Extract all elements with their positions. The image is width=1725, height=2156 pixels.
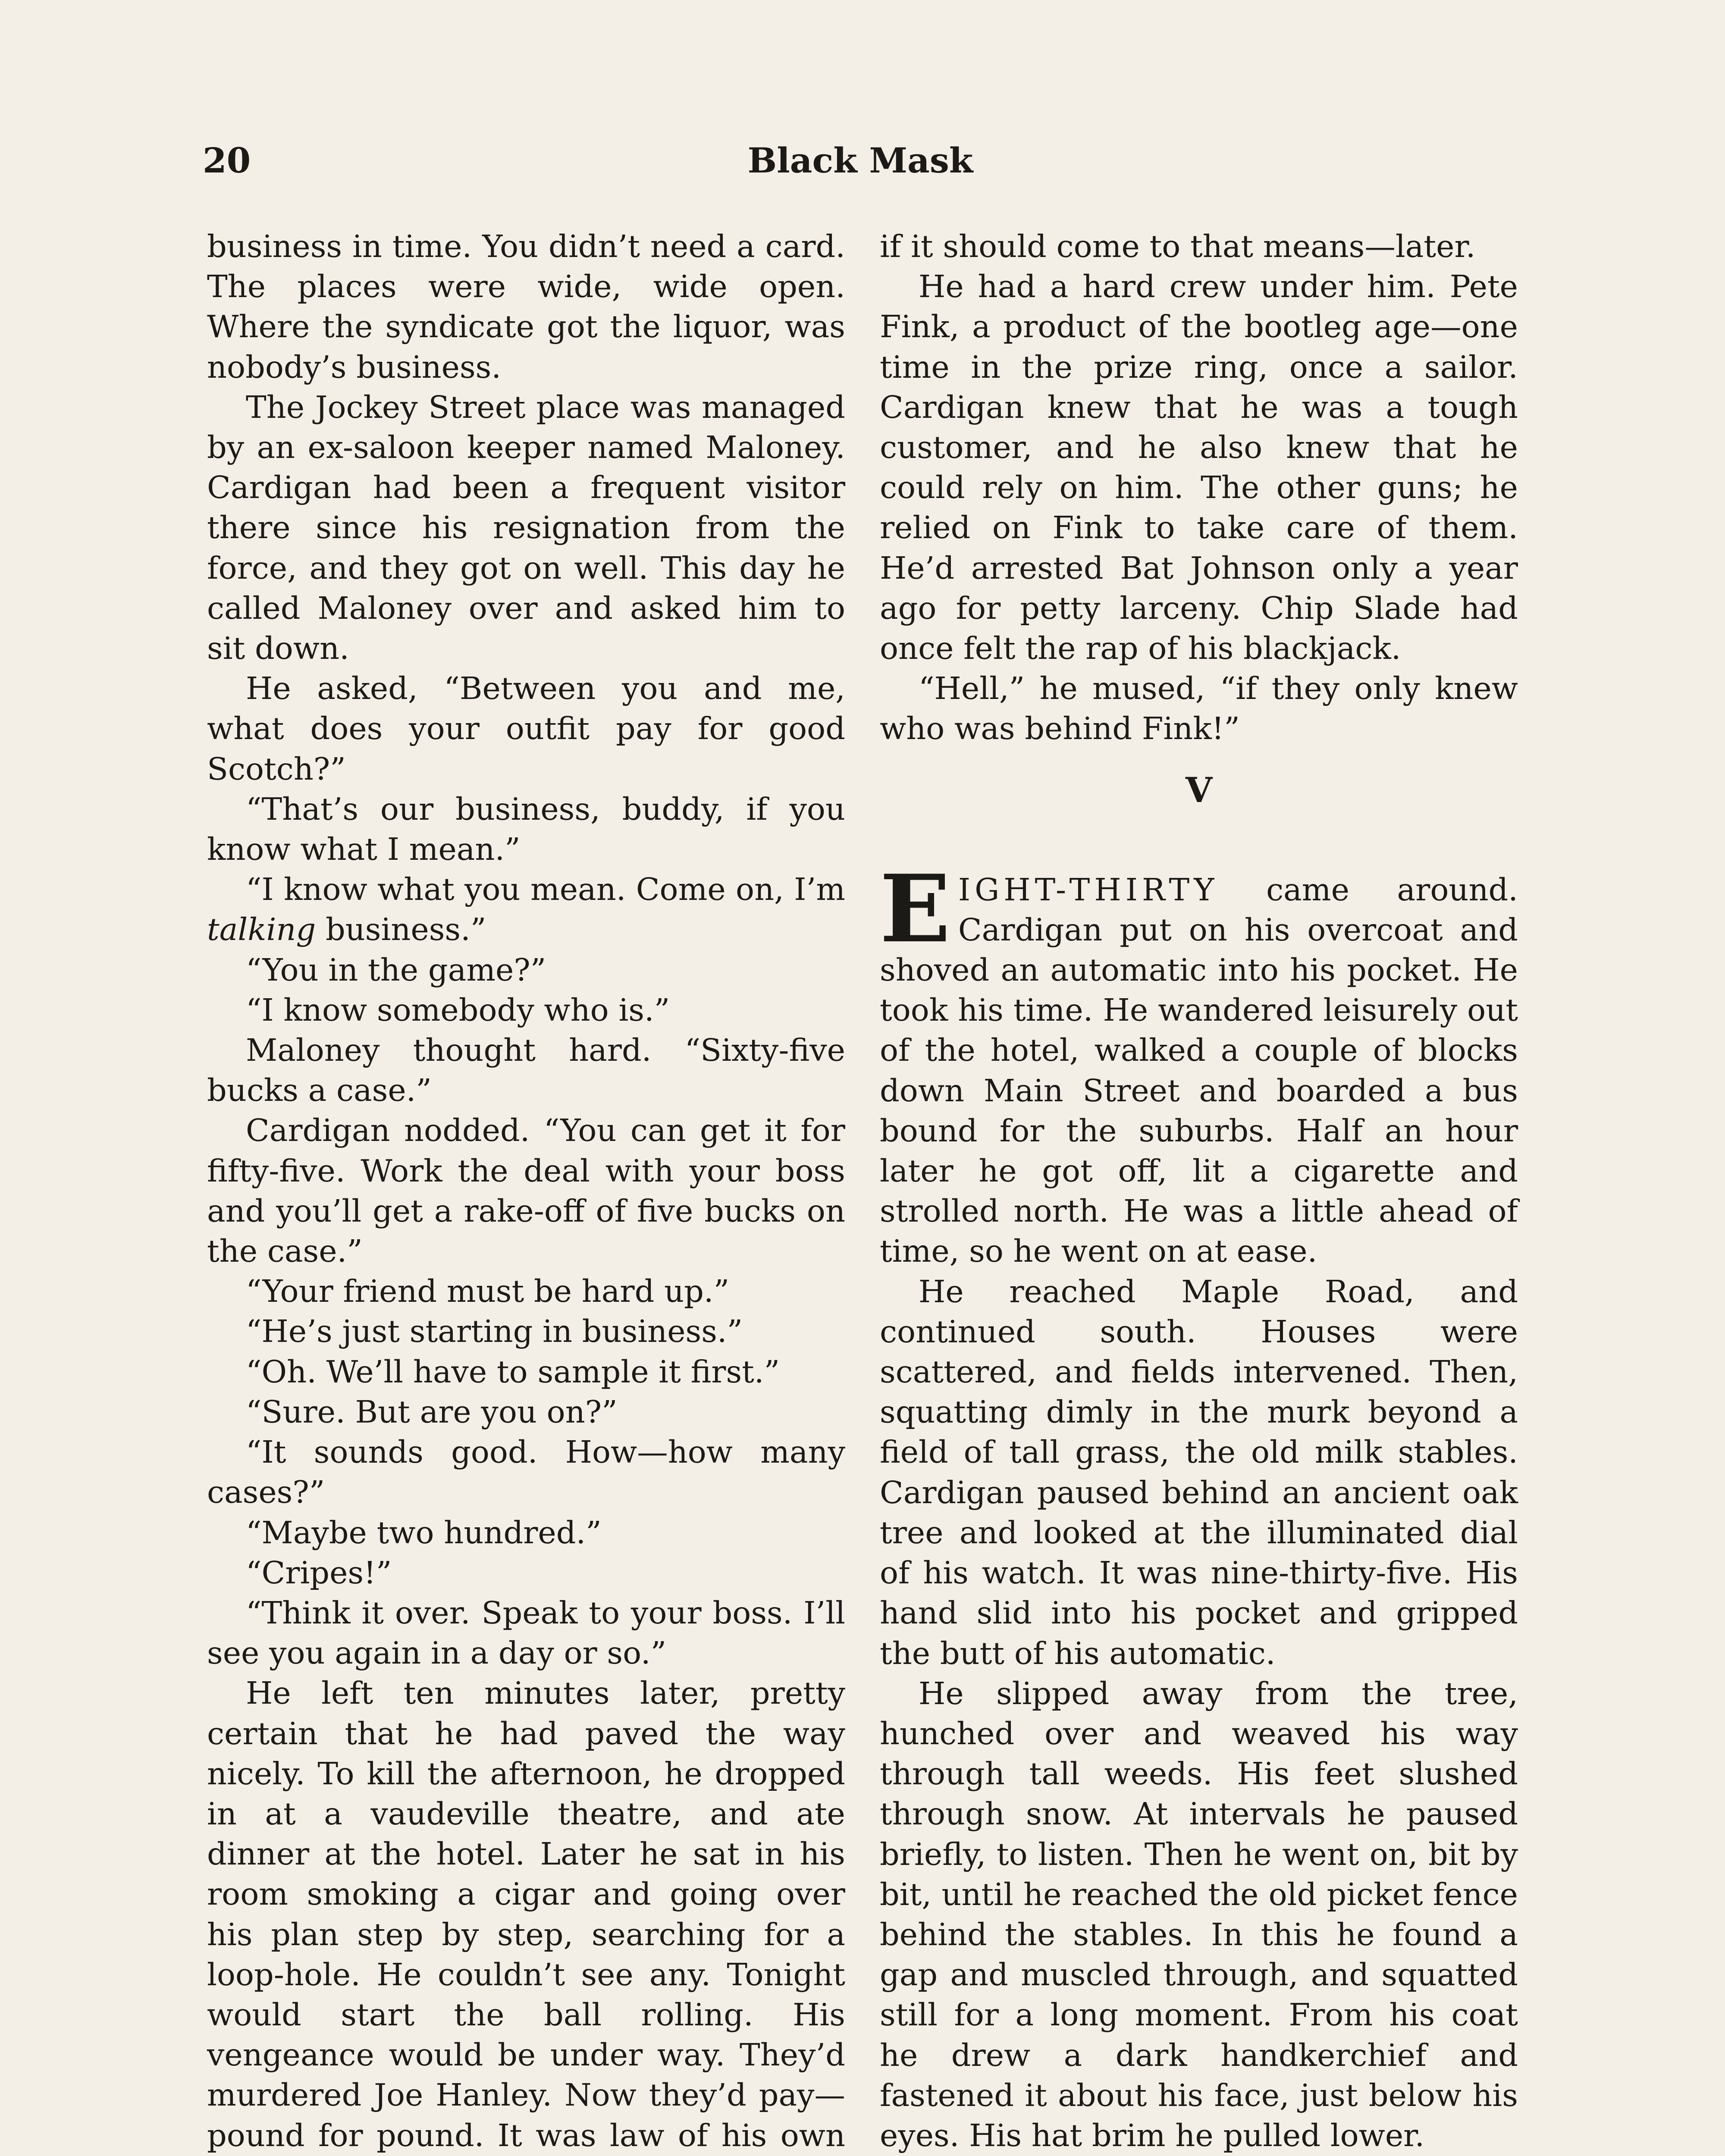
running-title: Black Mask xyxy=(747,140,973,181)
paragraph xyxy=(880,854,1518,1272)
text-span: came around. Cardigan put on his overcoat and shoved an automatic into his pocket. He took his time. He wandered leisurely out of the hotel, walked a couple of blocks down Main Street and boarded a bus bound for the suburbs. Half an hour later he got off, lit a cigarette and strolled north. He was a little ahead of time, so he went on at ease. xyxy=(880,871,1518,1269)
paragraph xyxy=(207,869,845,950)
paragraph: “Think it over. Speak to your boss. I’ll see you again in a day or so.” xyxy=(207,1595,845,1671)
paragraph: “I know somebody who is.” xyxy=(246,992,670,1028)
paragraph: “Sure. But are you on?” xyxy=(246,1394,618,1430)
page-number: 20 xyxy=(203,140,251,181)
paragraph: Cardigan nodded. “You can get it for fifty-five. Work the deal with your boss and you’ll get a rake-off of five bucks on the case.” xyxy=(207,1112,845,1269)
paragraph: “Cripes!” xyxy=(246,1554,392,1591)
paragraph: He left ten minutes later, pretty certain that he had paved the way nicely. To kill the afternoon, he dropped in at a vaudeville theatre, and ate dinner at the hotel. Later he sat in his room smoking a cigar and going over his plan step by step, searching for a loop-hole. He couldn’t see any. Tonight would start the ball rolling. His vengeance would be under way. They’d murdered Joe Hanley. Now they’d pay—pound for pound. It was law of his own xyxy=(207,1675,845,2153)
paragraph: He reached Maple Road, and continued south. Houses were scattered, and fields intervened. Then, squatting dimly in the murk beyond a field of tall grass, the old milk stables. Cardigan paused behind an ancient oak tree and looked at the illuminated dial of his watch. It was nine-thirty-five. His hand slid into his pocket and gripped the butt of his automatic. xyxy=(880,1273,1518,1671)
paragraph: “Hell,” he mused, “if they only knew who was behind Fink!” xyxy=(880,671,1518,747)
paragraph: “He’s just starting in business.” xyxy=(246,1313,743,1350)
paragraph: He asked, “Between you and me, what does your outfit pay for good Scotch?” xyxy=(207,671,845,787)
emphasis-text: talking xyxy=(207,912,316,948)
paragraph: Maloney thought hard. “Sixty-five bucks a case.” xyxy=(207,1032,845,1109)
left-column xyxy=(207,226,845,2156)
right-column xyxy=(880,226,1518,2156)
text-span: business.” xyxy=(316,912,486,948)
paragraph: business in time. You didn’t need a card. The places were wide, wide open. Where the syndicate got the liquor, was nobody’s business. xyxy=(207,229,845,385)
paragraph: “You in the game?” xyxy=(246,952,546,988)
paragraph: “Your friend must be hard up.” xyxy=(246,1273,730,1310)
drop-cap: E xyxy=(880,854,950,963)
paragraph: “That’s our business, buddy, if you know what I mean.” xyxy=(207,791,845,868)
paragraph: “It sounds good. How—how many cases?” xyxy=(207,1434,845,1510)
section-heading: V xyxy=(1185,769,1213,810)
paragraph: if it should come to that means—later. xyxy=(880,229,1476,264)
paragraph: “Oh. We’ll have to sample it first.” xyxy=(246,1354,780,1390)
paragraph: “Maybe two hundred.” xyxy=(246,1514,602,1551)
paragraph: He slipped away from the tree, hunched over and weaved his way through tall weeds. His feet slushed through snow. At intervals he paused briefly, to listen. Then he went on, bit by bit, until he reached the old picket fence behind the stables. In this he found a gap and muscled through, and squatted still for a long moment. From his coat he drew a dark handkerchief and fastened it about his face, just below his eyes. His hat brim he pulled lower. xyxy=(880,1675,1518,2153)
paragraph: The Jockey Street place was managed by an ex-saloon keeper named Maloney. Cardigan had been a frequent visitor there since his resignation from the force, and they got on well. This day he called Maloney over and asked him to sit down. xyxy=(207,389,845,667)
small-caps-lead: IGHT-THIRTY xyxy=(958,871,1219,908)
page-header xyxy=(203,140,1518,196)
paragraph: He had a hard crew under him. Pete Fink, a product of the bootleg age—one time in the prize ring, once a sailor. Cardigan knew that he was a tough customer, and he also knew that he could rely on him. The other guns; he relied on Fink to take care of them. He’d arrested Bat Johnson only a year ago for petty larceny. Chip Slade had once felt the rap of his blackjack. xyxy=(880,269,1518,667)
text-span: “I know what you mean. Come on, I’m xyxy=(246,871,845,908)
